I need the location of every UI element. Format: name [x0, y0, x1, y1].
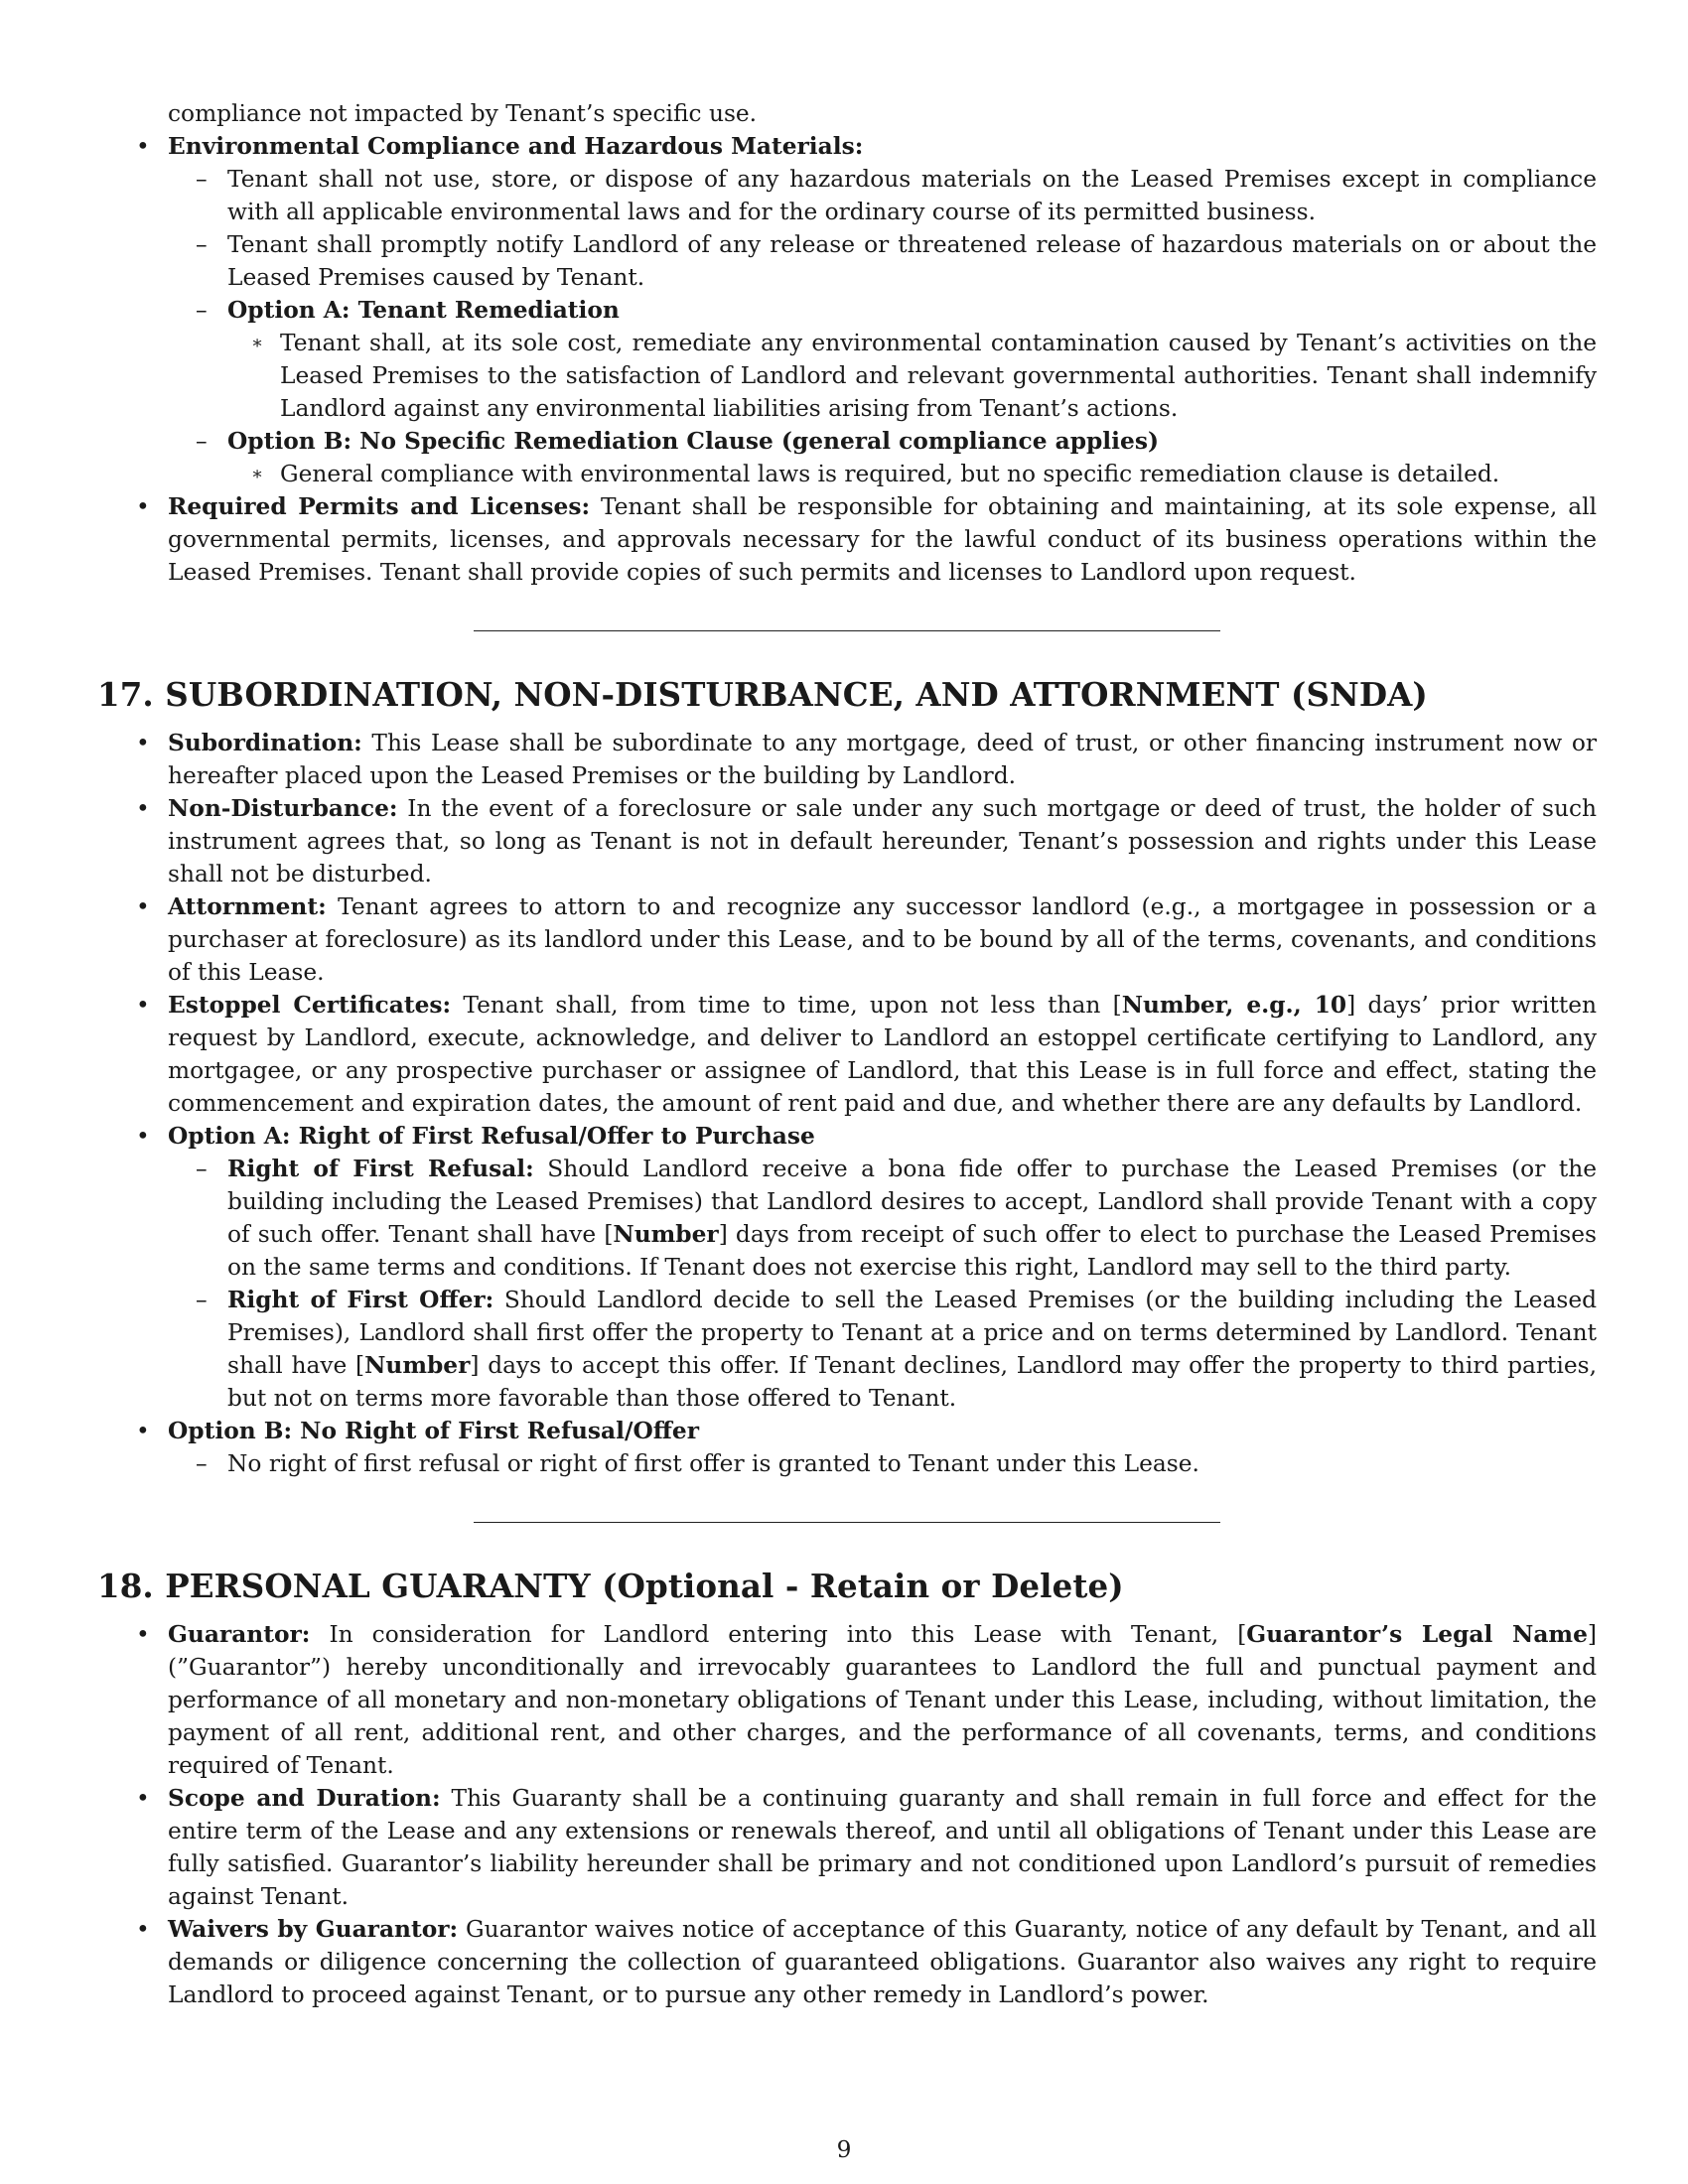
section-divider — [474, 1522, 1220, 1523]
list-item-option-b: • Option B: No Right of First Refusal/Offer — [97, 1415, 1597, 1447]
placeholder-guarantor-name: Guarantor’s Legal Name — [1246, 1621, 1588, 1648]
sub-item-env-2: – Tenant shall promptly notify Landlord of any release or threatened release of hazardous materials on or about the Leased Premises caused by Tenant. — [97, 228, 1597, 294]
bullet-icon: • — [136, 1418, 150, 1444]
section-divider — [474, 630, 1220, 631]
bullet-icon: • — [136, 730, 150, 756]
sub-item-no-rofr: – No right of first refusal or right of first offer is granted to Tenant under this Lease. — [97, 1447, 1597, 1480]
list-item-scope: • Scope and Duration: This Guaranty shall be a continuing guaranty and shall remain in full force and effect for the entire term of the Lease and any extensions or renewals thereof, and until all obligations of Tenant under this Lease are fully satisfied. Guarantor’s liability hereunder shall be primary and not conditioned upon Landlord’s pursuit of remedies against Tenant. — [97, 1782, 1597, 1913]
bullet-icon: • — [136, 1621, 150, 1648]
list-item-non-disturbance: • Non-Disturbance: In the event of a foreclosure or sale under any such mortgage or deed of trust, the holder of such instrument agrees that, so long as Tenant is not in default hereunder, Tenant’s possession and rights under this Lease shall not be disturbed. — [97, 792, 1597, 890]
list-item-attornment: • Attornment: Tenant agrees to attorn to and recognize any successor landlord (e.g., a mortgagee in possession or a purchaser at foreclosure) as its landlord under this Lease, and to be bound by all of the terms, covenants, and conditions of this Lease. — [97, 890, 1597, 989]
list-item-permits: • Required Permits and Licenses: Tenant shall be responsible for obtaining and maintaining, at its sole expense, all governmental permits, licenses, and approvals necessary for the lawful conduct of its business operations within the Leased Premises. Tenant shall provide copies of such permits and licenses to Landlord upon request. — [97, 490, 1597, 589]
sub-item-env-option-a: – Option A: Tenant Remediation — [97, 294, 1597, 327]
dash-icon: – — [196, 166, 208, 193]
list-item-option-a: • Option A: Right of First Refusal/Offer to Purchase — [97, 1120, 1597, 1153]
continuation-text: compliance not impacted by Tenant’s specific use. — [168, 100, 758, 127]
sub-item-rofo: – Right of First Offer: Should Landlord decide to sell the Leased Premises (or the building including the Leased Premises), Landlord shall first offer the property to Tenant at a price and on terms determined by Landlord. Tenant shall have [Number] days to accept this offer. If Tenant declines, Landlord may offer the property to third parties, but not on terms more favorable than those offered to Tenant. — [97, 1284, 1597, 1415]
env-title: Environmental Compliance and Hazardous Materials: — [168, 133, 864, 160]
placeholder-number: Number, e.g., 10 — [1121, 992, 1347, 1019]
document-body — [97, 97, 1597, 2011]
placeholder-number: Number — [613, 1221, 719, 1248]
section-17-heading: 17. SUBORDINATION, NON-DISTURBANCE, AND ATTORNMENT (SNDA) — [97, 675, 1428, 714]
list-item-subordination: • Subordination: This Lease shall be subordinate to any mortgage, deed of trust, or other financing instrument now or hereafter placed upon the Leased Premises or the building by Landlord. — [97, 727, 1597, 792]
asterisk-icon: ∗ — [251, 464, 264, 484]
sub-item-env-option-b: – Option B: No Specific Remediation Clause (general compliance applies) — [97, 425, 1597, 458]
list-item-estoppel: • Estoppel Certificates: Tenant shall, from time to time, upon not less than [Number, e.g., 10] days’ prior written request by Landlord, execute, acknowledge, and deliver to Landlord an estoppel certificate certifying to Landlord, any mortgagee, or any prospective purchaser or assignee of Landlord, that this Lease is in full force and effect, stating the commencement and expiration dates, the amount of rent paid and due, and whether there are any defaults by Landlord. — [97, 989, 1597, 1120]
asterisk-icon: ∗ — [251, 333, 264, 353]
list-item-waivers: • Waivers by Guarantor: Guarantor waives notice of acceptance of this Guaranty, notice of any default by Tenant, and all demands or diligence concerning the collection of guaranteed obligations. Guarantor also waives any right to require Landlord to proceed against Tenant, or to pursue any other remedy in Landlord’s power. — [97, 1913, 1597, 2011]
section-18-heading: 18. PERSONAL GUARANTY (Optional - Retain or Delete) — [97, 1567, 1124, 1605]
dash-icon: – — [196, 428, 208, 455]
dash-icon: – — [196, 1450, 208, 1477]
bullet-icon: • — [136, 795, 150, 822]
list-item-environmental — [97, 130, 1597, 163]
placeholder-number: Number — [364, 1352, 471, 1379]
bullet-icon: • — [136, 133, 150, 160]
sub-item-env-1: – Tenant shall not use, store, or dispose of any hazardous materials on the Leased Premises except in compliance with all applicable environmental laws and for the ordinary course of its permitted business. — [97, 163, 1597, 228]
dash-icon: – — [196, 297, 208, 324]
page-number: 9 — [836, 2136, 852, 2163]
dash-icon: – — [196, 1156, 208, 1182]
list-item-guarantor: • Guarantor: In consideration for Landlord entering into this Lease with Tenant, [Guarantor’s Legal Name] (”Guarantor”) hereby unconditionally and irrevocably guarantees to Landlord the full and punctual payment and performance of all monetary and non-monetary obligations of Tenant under this Lease, including, without limitation, the payment of all rent, additional rent, and other charges, and the performance of all covenants, terms, and conditions required of Tenant. — [97, 1618, 1597, 1782]
dash-icon: – — [196, 1287, 208, 1313]
bullet-icon: • — [136, 1123, 150, 1150]
bullet-icon: • — [136, 1785, 150, 1812]
bullet-icon: • — [136, 1916, 150, 1943]
bullet-icon: • — [136, 893, 150, 920]
bullet-icon: • — [136, 992, 150, 1019]
sub-sub-item-option-a: ∗ Tenant shall, at its sole cost, remediate any environmental contamination caused by Tenant’s activities on the Leased Premises to the satisfaction of Landlord and relevant governmental authorities. Tenant shall indemnify Landlord against any environmental liabilities arising from Tenant’s actions. — [97, 327, 1597, 425]
sub-sub-item-option-b: ∗ General compliance with environmental laws is required, but no specific remediation clause is detailed. — [97, 458, 1597, 490]
bullet-icon: • — [136, 493, 150, 520]
sub-item-rofr: – Right of First Refusal: Should Landlord receive a bona fide offer to purchase the Leased Premises (or the building including the Leased Premises) that Landlord desires to accept, Landlord shall provide Tenant with a copy of such offer. Tenant shall have [Number] days from receipt of such offer to elect to purchase the Leased Premises on the same terms and conditions. If Tenant does not exercise this right, Landlord may sell to the third party. — [97, 1153, 1597, 1284]
dash-icon: – — [196, 231, 208, 258]
